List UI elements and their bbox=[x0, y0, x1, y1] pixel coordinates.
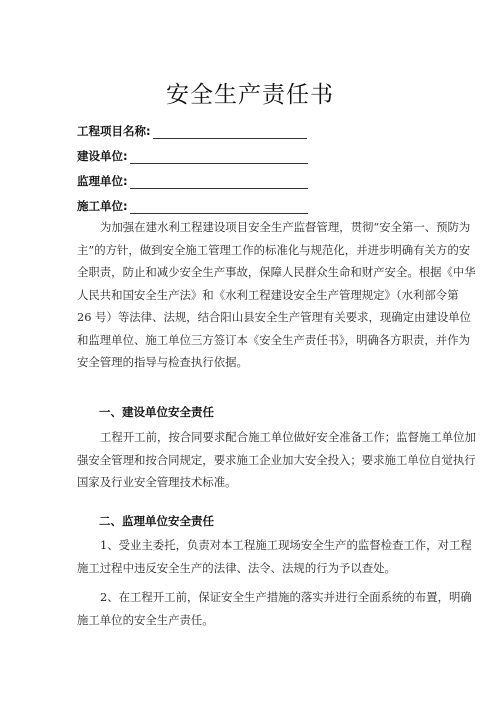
paragraph-line: 人民共和国安全生产法》和《水利工程建设安全生产管理规定》（水利部令第 bbox=[77, 287, 459, 302]
project-name-blank-line bbox=[153, 124, 307, 139]
paragraph-line: 26 号）等法律、法规，结合阳山县安全生产管理有关要求，现确定由建设单位 bbox=[77, 310, 472, 324]
supervision-unit-blank-line bbox=[130, 174, 308, 189]
paragraph-line: 全职责，防止和减少安全生产事故，保障人民群众生命和财产安全。根据《中华 bbox=[77, 265, 476, 279]
paragraph-line: 强安全管理和按合同规定，要求施工企业加大安全投入；要求施工单位自觉执行 bbox=[77, 452, 476, 467]
contractor-unit-label: 施工单位: bbox=[77, 199, 128, 213]
paragraph-line: 1、受业主委托，负责对本工程施工现场安全生产的监督检查工作，对工程 bbox=[100, 538, 472, 552]
paragraph-line: 国家及行业安全管理技术标准。 bbox=[77, 475, 237, 489]
paragraph-line: 主”的方针，做到安全施工管理工作的标准化与规范化，并进步明确有关方的安 bbox=[77, 242, 471, 257]
paragraph-line: 2、在工程开工前，保证安全生产措施的落实并进行全面系统的布置，明确 bbox=[100, 590, 472, 604]
supervision-unit-field bbox=[77, 169, 308, 189]
section-1-heading: 一、建设单位安全责任 bbox=[99, 405, 214, 419]
paragraph-line: 施工过程中违反安全生产的法律、法令、法规的行为予以查处。 bbox=[77, 560, 396, 575]
section-2-heading: 二、监理单位安全责任 bbox=[99, 514, 214, 528]
section-1-paragraph bbox=[77, 426, 476, 494]
contractor-unit-field bbox=[77, 194, 308, 214]
paragraph-line: 施工单位的安全生产责任。 bbox=[77, 612, 214, 627]
supervision-unit-label: 监理单位: bbox=[77, 174, 128, 188]
document-title: 安全生产责任书 bbox=[166, 82, 334, 108]
section-2-paragraph-1 bbox=[77, 534, 472, 579]
construction-unit-label: 建设单位: bbox=[77, 149, 128, 163]
contractor-unit-blank-line bbox=[130, 199, 308, 214]
project-name-label: 工程项目名称: bbox=[77, 124, 151, 138]
intro-paragraph bbox=[77, 216, 476, 374]
paragraph-line: 安全管理的指导与检查执行依据。 bbox=[77, 355, 248, 369]
section-2-paragraph-2 bbox=[77, 586, 472, 631]
project-name-field bbox=[77, 119, 307, 139]
construction-unit-field bbox=[77, 144, 308, 164]
paragraph-line: 和监理单位、施工单位三方签订本《安全生产责任书》，明确各方职责，并作为 bbox=[77, 332, 470, 347]
construction-unit-blank-line bbox=[130, 149, 308, 164]
paragraph-line: 工程开工前，按合同要求配合施工单位做好安全准备工作；监督施工单位加 bbox=[100, 430, 476, 444]
paragraph-line: 为加强在建水利工程建设项目安全生产监督管理，贯彻“安全第一、预防为 bbox=[100, 220, 471, 234]
